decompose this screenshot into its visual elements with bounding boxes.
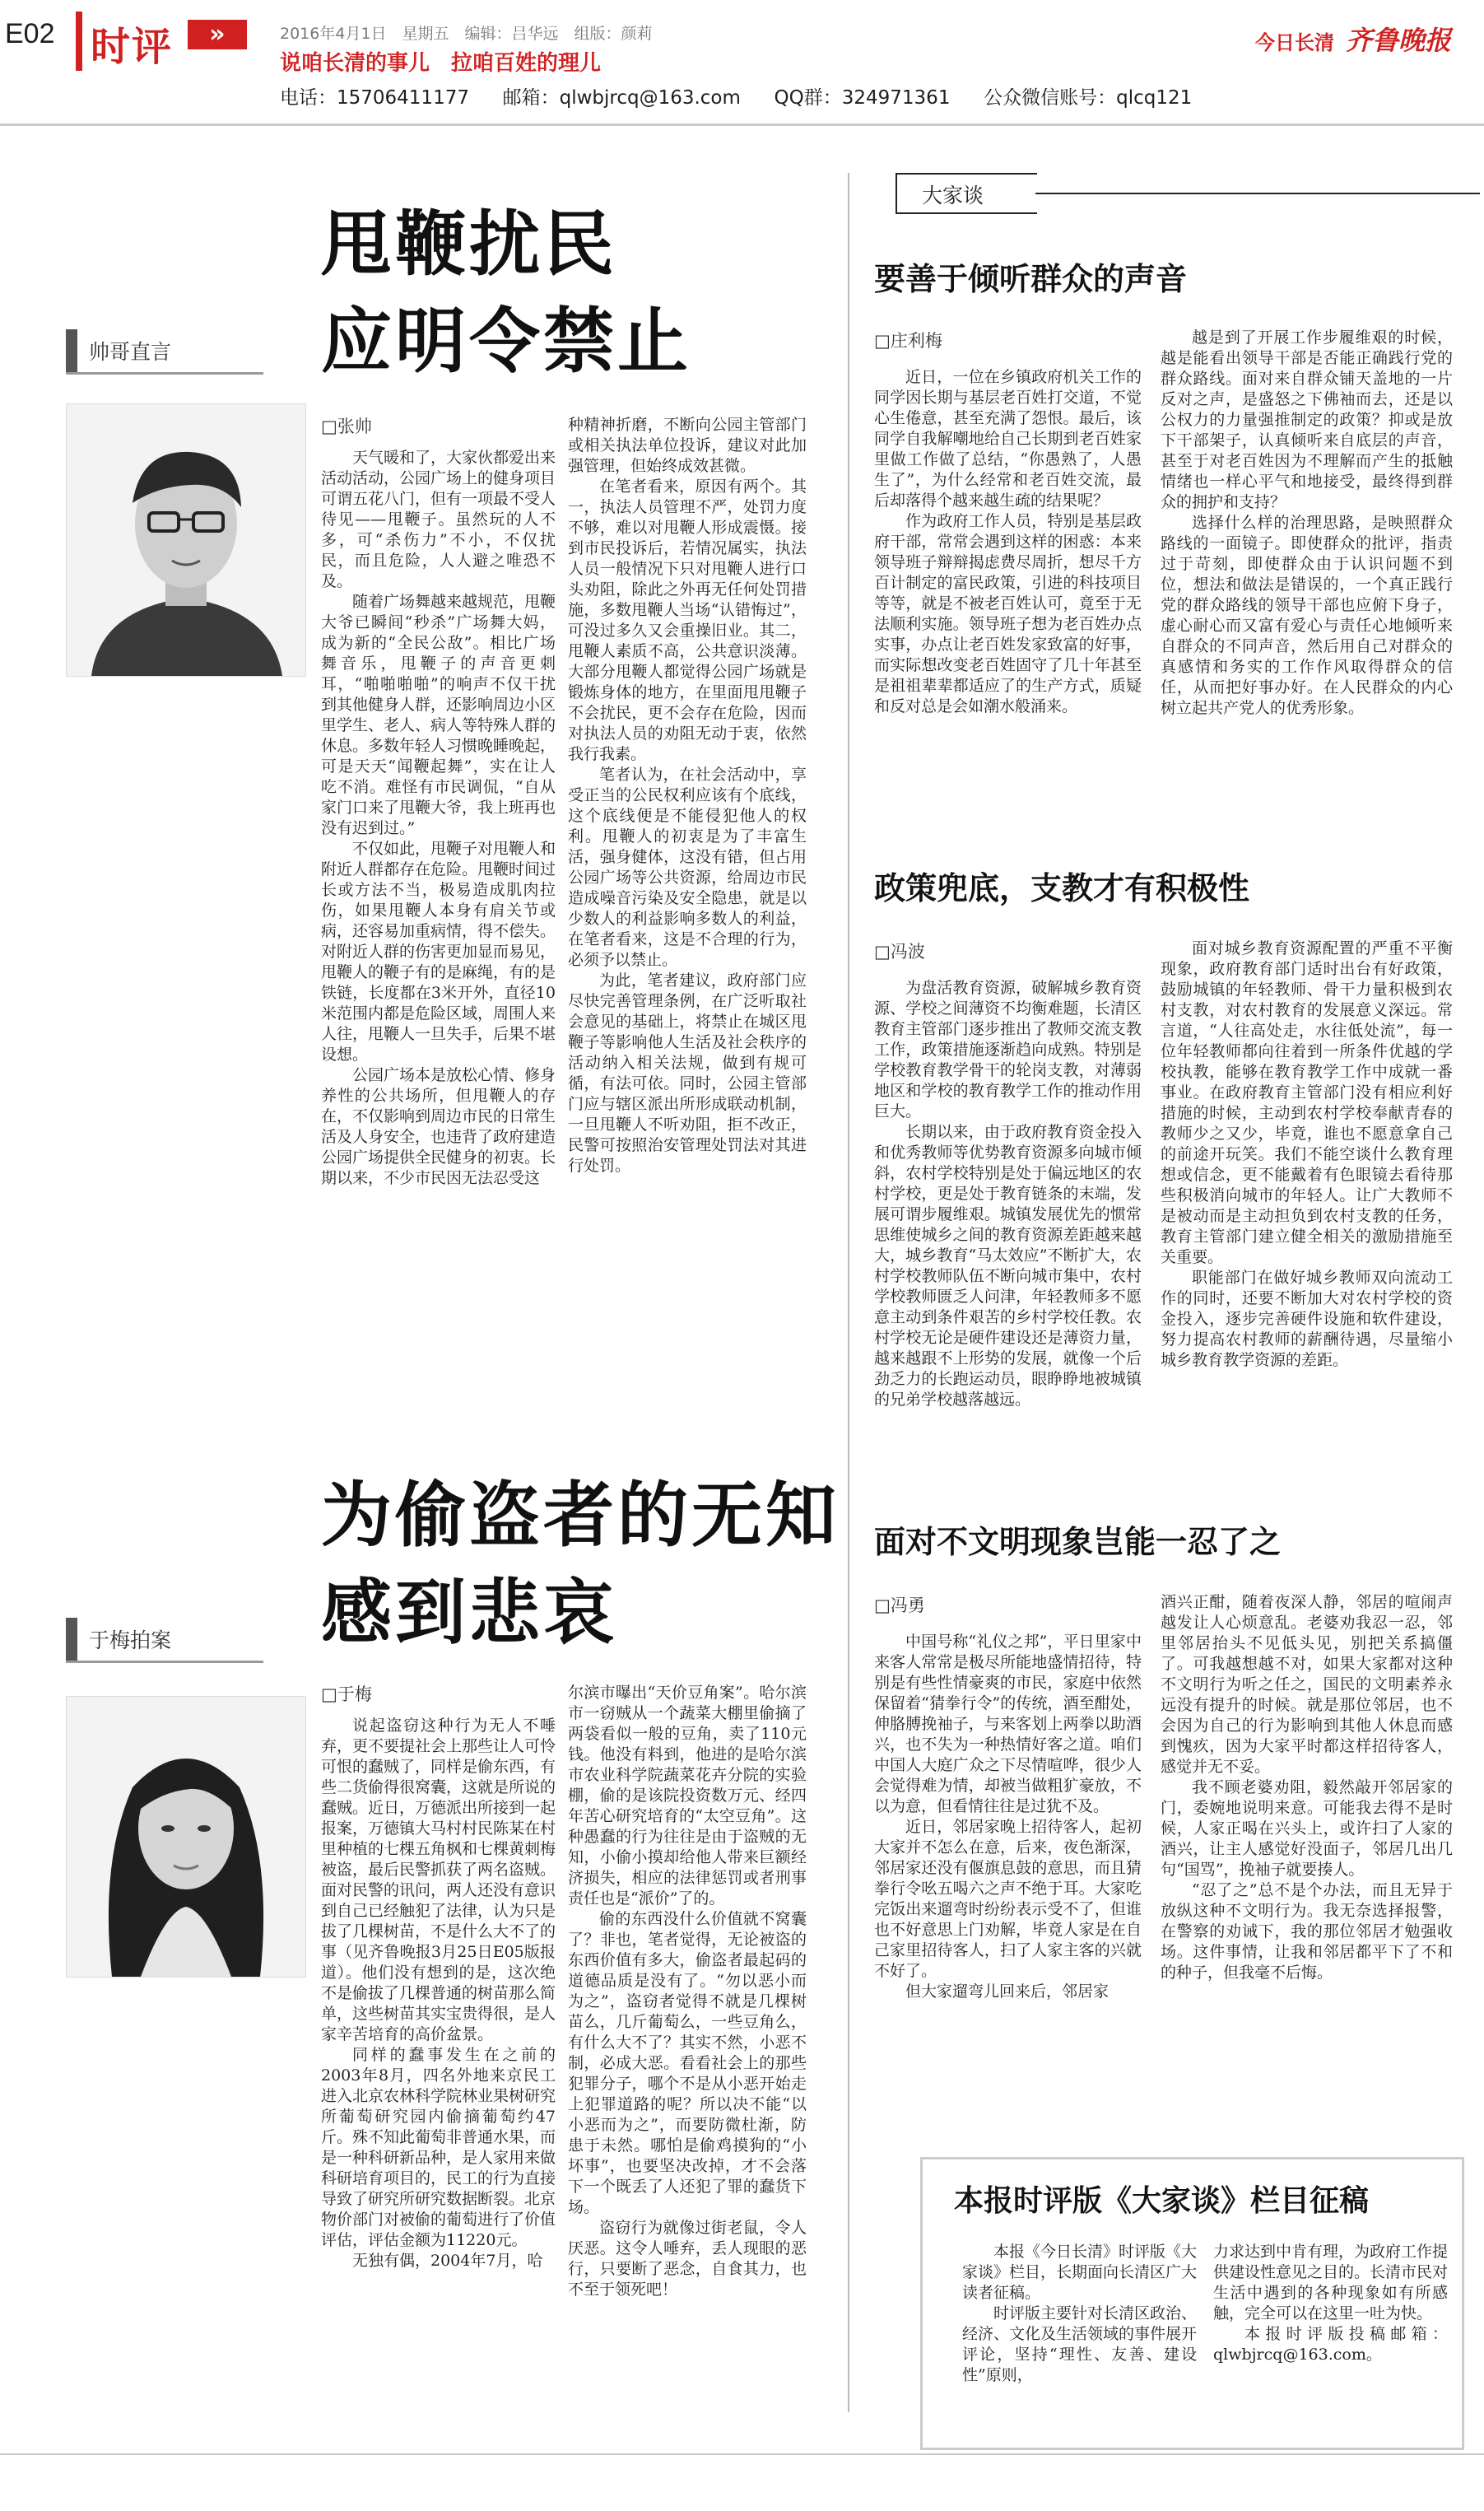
paragraph: 种精神折磨，不断向公园主管部门或相关执法单位投诉，建议对此加强管理，但始终成效甚微。 xyxy=(568,416,807,475)
paragraph: 随着广场舞越来越规范，甩鞭大爷已瞬间“秒杀”广场舞大妈，成为新的“全民公敌”。相比广场舞音乐，甩鞭子的声音更刺耳，“啪啪啪啪”的响声不仅干扰到其他健身人群，还影响周边小区里学生、老人、病人等特殊人群的休息。多数年轻人习惯晚睡晚起，可是天天“闻鞭起舞”，实在让人吃不消。难怪有市民调侃，“自从家门口来了甩鞭大爷，我上班再也没有迟到过。” xyxy=(321,593,556,837)
paragraph: 近日，邻居家晚上招待客人，起初大家并不怎么在意，后来，夜色渐深，邻居家还没有偃旗息鼓的意思，而且猜拳行令吆五喝六之声不绝于耳。大家吃完饭出来遛弯时纷纷表示受不了，但谁也不好意思上门劝解，毕竟人家是在自己家里招待客人，扫了人家主客的兴就不好了。 xyxy=(874,1818,1142,1980)
paragraph: “忍了之”总不是个办法，而且无异于放纵这种不文明行为。我无奈选择报警，在警察的劝诫下，我的那位邻居才勉强收场。这件事情，让我和邻居都平下了不和的种子，但我毫不后悔。 xyxy=(1161,1881,1453,1982)
headline-1 xyxy=(321,196,691,390)
contact-phone: 电话：15706411177 xyxy=(280,87,469,109)
opinion-tag-rule xyxy=(1035,193,1480,194)
opinion-3-byline: □冯勇 xyxy=(874,1596,925,1615)
column-tag-box xyxy=(66,1618,263,1663)
paragraph: 选择什么样的治理思路，是映照群众路线的一面镜子。即使群众的批评，指责过于苛刻，即使群众由于认识问题不到位，想法和做法是错误的，一个真正践行党的群众路线的领导干部也应俯下身子，虚心耐心而又富有爱心与责任心地倾听来自群众的不同声音，然后用自己对群众的真感情和务实的工作作风取得群众的信任，从而把好事办好。在人民群众的内心树立起共产党人的优秀形象。 xyxy=(1161,514,1453,717)
paragraph: 在笔者看来，原因有两个。其一，执法人员管理不严，处罚力度不够，难以对甩鞭人形成震慑。接到市民投诉后，若情况属实，执法人员一般情况下只对甩鞭人进行口头劝阻，除此之外再无任何处罚措施，多数甩鞭人当场“认错悔过”，可没过多久又会重操旧业。其二，甩鞭人素质不高，公共意识淡薄。大部分甩鞭人都觉得公园广场就是锻炼身体的地方，在里面甩甩鞭子不会扰民，更不会存在危险，因而对执法人员的劝阻无动于衷，依然我行我素。 xyxy=(568,478,807,763)
headline-1-line2: 应明令禁止 xyxy=(321,300,691,383)
headline-2-line1: 为偷盗者的无知 xyxy=(321,1474,840,1557)
page-number: E02 xyxy=(5,18,55,49)
paper-brand xyxy=(1255,20,1451,58)
opinion-1-title: 要善于倾听群众的声音 xyxy=(874,261,1188,297)
call-for-submissions-box xyxy=(920,2157,1464,2450)
paragraph: 盗窃行为就像过街老鼠，令人厌恶。这令人唾弃，丢人现眼的恶行，只要断了恶念，自食其力，也不至于领死吧！ xyxy=(568,2219,807,2299)
byline-1: □张帅 xyxy=(321,417,372,436)
footer-divider xyxy=(0,2453,1484,2455)
article-2-col2 xyxy=(568,1683,807,2300)
section-title: 时评 xyxy=(91,24,174,70)
paragraph: 职能部门在做好城乡教师双向流动工作的同时，还要不断加大对农村学校的资金投入，逐步完善硬件设施和软件建设，努力提高农村教师的薪酬待遇，尽量缩小城乡教育教学资源的差距。 xyxy=(1161,1269,1453,1369)
paragraph: 无独有偶，2004年7月，哈 xyxy=(352,2252,543,2270)
opinion-1-byline: □庄利梅 xyxy=(874,331,942,351)
paragraph: 偷的东西没什么价值就不窝囊了？非也，笔者觉得，无论被盗的东西价值有多大，偷盗者最起码的道德品质是没有了。“勿以恶小而为之”，盗窃者觉得不就是几棵树苗么，几斤葡萄么，一些豆角么，有什么大不了？其实不然，小恶不制，必成大恶。看看社会上的那些犯罪分子，哪个不是从小恶开始走上犯罪道路的呢？所以决不能“以小恶而为之”，而要防微杜渐，防患于未然。哪怕是偷鸡摸狗的“小坏事”，也要坚决改掉，才不会落下一个既丢了人还犯了罪的蠢货下场。 xyxy=(568,1910,807,2216)
masthead-divider xyxy=(0,123,1484,126)
paragraph: 不仅如此，甩鞭子对甩鞭人和附近人群都存在危险。甩鞭时间过长或方法不当，极易造成肌肉拉伤，如果甩鞭人本身有肩关节或病，还容易加重病情，得不偿失。对附近人群的伤害更加显而易见，甩鞭人的鞭子有的是麻绳，有的是铁链，长度都在3米开外，直径10米范围内都是危险区域，周围人来人往，甩鞭人一旦失手，后果不堪设想。 xyxy=(321,840,556,1064)
opinion-2-title: 政策兜底，支教才有积极性 xyxy=(874,870,1250,906)
opinion-2-col2 xyxy=(1161,939,1453,1371)
paragraph: 笔者认为，在社会活动中，享受正当的公民权利应该有个底线，这个底线便是不能侵犯他人的权利。甩鞭人的初衷是为了丰富生活，强身健体，这没有错，但占用公园广场等公共资源，给周边市民造成噪音污染及安全隐患，就是以少数人的利益影响多数人的利益，在笔者看来，这是不合理的行为，必须予以禁止。 xyxy=(568,766,807,969)
column-tag: 帅哥直言 xyxy=(89,340,172,364)
contact-wechat: 公众微信账号：qlcq121 xyxy=(984,87,1193,109)
column-tag: 于梅拍案 xyxy=(89,1628,172,1652)
contact-email: 邮箱：qlwbjrcq@163.com xyxy=(502,87,741,109)
dateline: 2016年4月1日 星期五 编辑：吕华远 组版：颜莉 xyxy=(280,25,653,43)
section-arrow-icon: » xyxy=(188,20,247,49)
paragraph: 我不顾老婆劝阻，毅然敲开邻居家的门，委婉地说明来意。可能我去得不是时候，人家正喝在兴头上，或许扫了人家的酒兴，让主人感觉好没面子，邻居几出几句“国骂”，挽袖子就要揍人。 xyxy=(1161,1778,1453,1879)
section-marker-bar xyxy=(76,12,82,71)
paragraph: 说起盗窃这种行为无人不唾弃，更不要提社会上那些让人可怜可恨的蠢贼了，同样是偷东西，有些二货偷得很窝囊，这就是所说的蠢贼。近日，万德派出所接到一起报案，万德镇大马村村民陈某在村里种植的七棵五角枫和七棵黄刺梅被盗，最后民警抓获了两名盗贼。面对民警的讯问，两人还没有意识到自己已经触犯了法律，认为只是拔了几棵树苗，不是什么大不了的事（见齐鲁晚报3月25日E05版报道）。他们没有想到的是，这次绝不是偷拔了几棵普通的树苗那么简单，这些树苗其实宝贵得很，是人家辛苦培育的高价盆景。 xyxy=(321,1717,556,2043)
contact-line xyxy=(280,82,1192,109)
opinion-2-col1 xyxy=(874,978,1142,1410)
contact-qq: QQ群：324971361 xyxy=(774,87,951,109)
headline-2 xyxy=(321,1467,840,1661)
paragraph: 尔滨市曝出“天价豆角案”。哈尔滨市一窃贼从一个蔬菜大棚里偷摘了两袋看似一般的豆角，卖了110元钱。他没有料到，他进的是哈尔滨市农业科学院蔬菜花卉分院的实验棚，偷的是该院投资数万元、经四年苦心研究培育的“太空豆角”。这种愚蠢的行为往往是由于盗贼的无知，小偷小摸却给他人带来巨额经济损失，相应的法律惩罚或者刑事责任也是“派价”了的。 xyxy=(568,1684,807,1908)
paragraph: 面对城乡教育资源配置的严重不平衡现象，政府教育部门适时出台有好政策，鼓励城镇的年轻教师、骨干力量积极到农村支教，对农村教育的发展意义深远。常言道，“人往高处走，水往低处流”，每一位年轻教师都向往着到一所条件优越的学校执教，能够在教育教学工作中成就一番事业。在政府教育主管部门没有相应利好措施的时候，主动到农村学校奉献青春的教师少之又少，毕竟，谁也不愿意拿自己的前途开玩笑。我们不能空谈什么教育理想或信念，更不能戴着有色眼镜去看待那些积极消向城市的年轻人。让广大教师不是被动而是主动担负到农村支教的任务，教育主管部门建立健全相关的激励措施至关重要。 xyxy=(1161,939,1453,1266)
opinion-3-col1 xyxy=(874,1632,1142,2002)
byline-2: □于梅 xyxy=(321,1684,372,1704)
article-1-col1 xyxy=(321,448,556,1189)
paragraph: 中国号称“礼仪之邦”，平日里家中来客人常常是极尽所能地盛情招待，特别是有些性情豪爽的市民，家庭中依然保留着“猜拳行令”的传统，酒至酣处，伸胳膊挽袖子，与来客划上两拳以助酒兴，也不失为一种热情好客之道。咱们中国人大庭广众之下尽情喧哗，很少人会觉得难为情，却被当做粗犷豪放，不以为意，但看情往往是过犹不及。 xyxy=(874,1633,1142,1815)
headline-1-line1: 甩鞭扰民 xyxy=(321,203,617,286)
opinion-tag-box xyxy=(896,173,1037,214)
paragraph: 本报时评版投稿邮箱：qlwbjrcq@163.com。 xyxy=(1213,2325,1448,2364)
paragraph: 天气暖和了，大家伙都爱出来活动活动，公园广场上的健身项目可谓五花八门，但有一项最不受人待见——甩鞭子。虽然玩的人不多，可“杀伤力”不小，不仅扰民，而且危险，人人避之唯恐不及。 xyxy=(321,449,556,590)
opinion-tag: 大家谈 xyxy=(922,184,984,207)
author-portrait-female-icon xyxy=(66,1696,306,1978)
opinion-3-col2 xyxy=(1161,1592,1453,1983)
headline-2-line2: 感到悲哀 xyxy=(321,1572,617,1654)
paper-logo: 齐鲁晚报 xyxy=(1345,25,1451,56)
paragraph: 同样的蠢事发生在之前的2003年8月，四名外地来京民工进入北京农林科学院林业果树研究所葡萄研究园内偷摘葡萄约47斤。殊不知此葡萄非普通水果，而是一种科研新品种，是人家用来做科研培育项目的，民工的行为直接导致了研究所研究数据断裂。北京物价部门对被偷的葡萄进行了价值评估，评估金额为11220元。 xyxy=(321,2046,556,2249)
opinion-3-title: 面对不文明现象岂能一忍了之 xyxy=(874,1524,1282,1560)
article-2-col1 xyxy=(321,1716,556,2271)
opinion-2-byline: □冯波 xyxy=(874,942,925,962)
paragraph: 时评版主要针对长清区政治、经济、文化及生活领域的事件展开评论，坚持“理性、友善、建设性”原则， xyxy=(962,2304,1198,2384)
paragraph: 作为政府工作人员，特别是基层政府干部，常常会遇到这样的困惑：本来领导班子辩辩揭虑费尽周折，想尽千方百计制定的富民政策，引进的科技项目等等，就是不被老百姓认可，竟至于无法顺利实施。领导班子想为老百姓办点实事，办点让老百姓发家致富的好事，而实际想改变老百姓固守了几十年甚至是祖祖辈辈都适应了的生产方式，质疑和反对总是会如潮水般涌来。 xyxy=(874,512,1142,715)
section-slogan: 说咱长清的事儿 拉咱百姓的理儿 xyxy=(280,51,602,76)
column-divider xyxy=(848,173,849,2412)
paper-edition: 今日长清 xyxy=(1254,31,1334,54)
paragraph: 越是到了开展工作步履维艰的时候，越是能看出领导干部是否能正确践行党的群众路线。面对来自群众铺天盖地的一片反对之声，是盛怒之下佛袖而去，还是以公权力的力量强推制定的政策？抑或是放下干部架子，认真倾听来自底层的声音，甚至于对老百姓因为不理解而产生的抵触情绪也一样心平气和地接受，最终得到群众的拥护和支持？ xyxy=(1161,328,1453,511)
opinion-1-col1 xyxy=(874,367,1142,717)
paragraph: 酒兴正酣，随着夜深人静，邻居的喧闹声越发让人心烦意乱。老婆劝我忍一忍，邻里邻居抬头不见低头见，别把关系搞僵了。可我越想越不对，如果大家都对这种不文明行为听之任之，国民的文明素养永远没有提升的时候。就是那位邻居，也不会因为自己的行为影响到其他人休息而感到愧疚，因为大家平时都这样招待客人，感觉并无不妥。 xyxy=(1161,1593,1453,1776)
article-1-col2 xyxy=(568,415,807,1176)
author-portrait-male-icon xyxy=(66,403,306,677)
paragraph: 为盘活教育资源，破解城乡教育资源、学校之间薄资不均衡难题，长清区教育主管部门逐步推出了教师交流支教工作，政策措施逐渐趋向成熟。特别是学校教育教学骨干的轮岗支教，对薄弱地区和学校的教育教学工作的推动作用巨大。 xyxy=(874,979,1142,1120)
paragraph: 但大家遛弯儿回来后，邻居家 xyxy=(905,1982,1110,2001)
column-tag-box xyxy=(66,329,263,375)
opinion-1-col2 xyxy=(1161,328,1453,719)
paragraph: 本报《今日长清》时评版《大家谈》栏目，长期面向长清区广大读者征稿。 xyxy=(962,2243,1198,2302)
paragraph: 长期以来，由于政府教育资金投入和优秀教师等优势教育资源多向城市倾斜，农村学校特别是处于偏远地区的农村学校，更是处于教育链条的末端，发展可谓步履维艰。城镇发展优先的惯常思维使城乡之间的教育资源差距越来越大，城乡教育“马太效应”不断扩大，农村学校教师队伍不断向城市集中，农村学校教师匮乏人问津，年轻教师多不愿意主动到条件艰苦的乡村学校任教。农村学校无论是硬件建设还是薄资力量，越来越跟不上形势的发展，就像一个后劲乏力的长跑运动员，眼睁睁地被城镇的兄弟学校越落越远。 xyxy=(874,1123,1142,1409)
callout-body xyxy=(962,2242,1448,2386)
paragraph: 力求达到中肯有理，为政府工作提供建设性意见之目的。长清市民对生活中遇到的各种现象如有所感触，完全可以在这里一吐为快。 xyxy=(1213,2243,1449,2322)
paragraph: 近日，一位在乡镇政府机关工作的同学因长期与基层老百姓打交道，不觉心生倦意，甚至充满了怨恨。最后，该同学自我解嘲地给自己长期到老百姓家里做工作做了总结，“你愚熟了，人愚生了”，为什么经常和老百姓交流，最后却落得个越来越生疏的结果呢？ xyxy=(874,368,1142,510)
paragraph: 为此，笔者建议，政府部门应尽快完善管理条例，在广泛听取社会意见的基础上，将禁止在城区甩鞭子等影响他人生活及社会秩序的活动纳入相关法规，做到有规可循，有法可依。同时，公园主管部门应与辖区派出所形成联动机制，一旦甩鞭人不听劝阻，拒不改正，民警可按照治安管理处罚法对其进行处罚。 xyxy=(568,971,807,1175)
paragraph: 公园广场本是放松心情、修身养性的公共场所，但甩鞭人的存在，不仅影响到周边市民的日常生活及人身安全，也违背了政府建造公园广场提供全民健身的初衷。长期以来，不少市民因无法忍受这 xyxy=(321,1066,556,1187)
callout-title: 本报时评版《大家谈》栏目征稿 xyxy=(954,2184,1370,2218)
